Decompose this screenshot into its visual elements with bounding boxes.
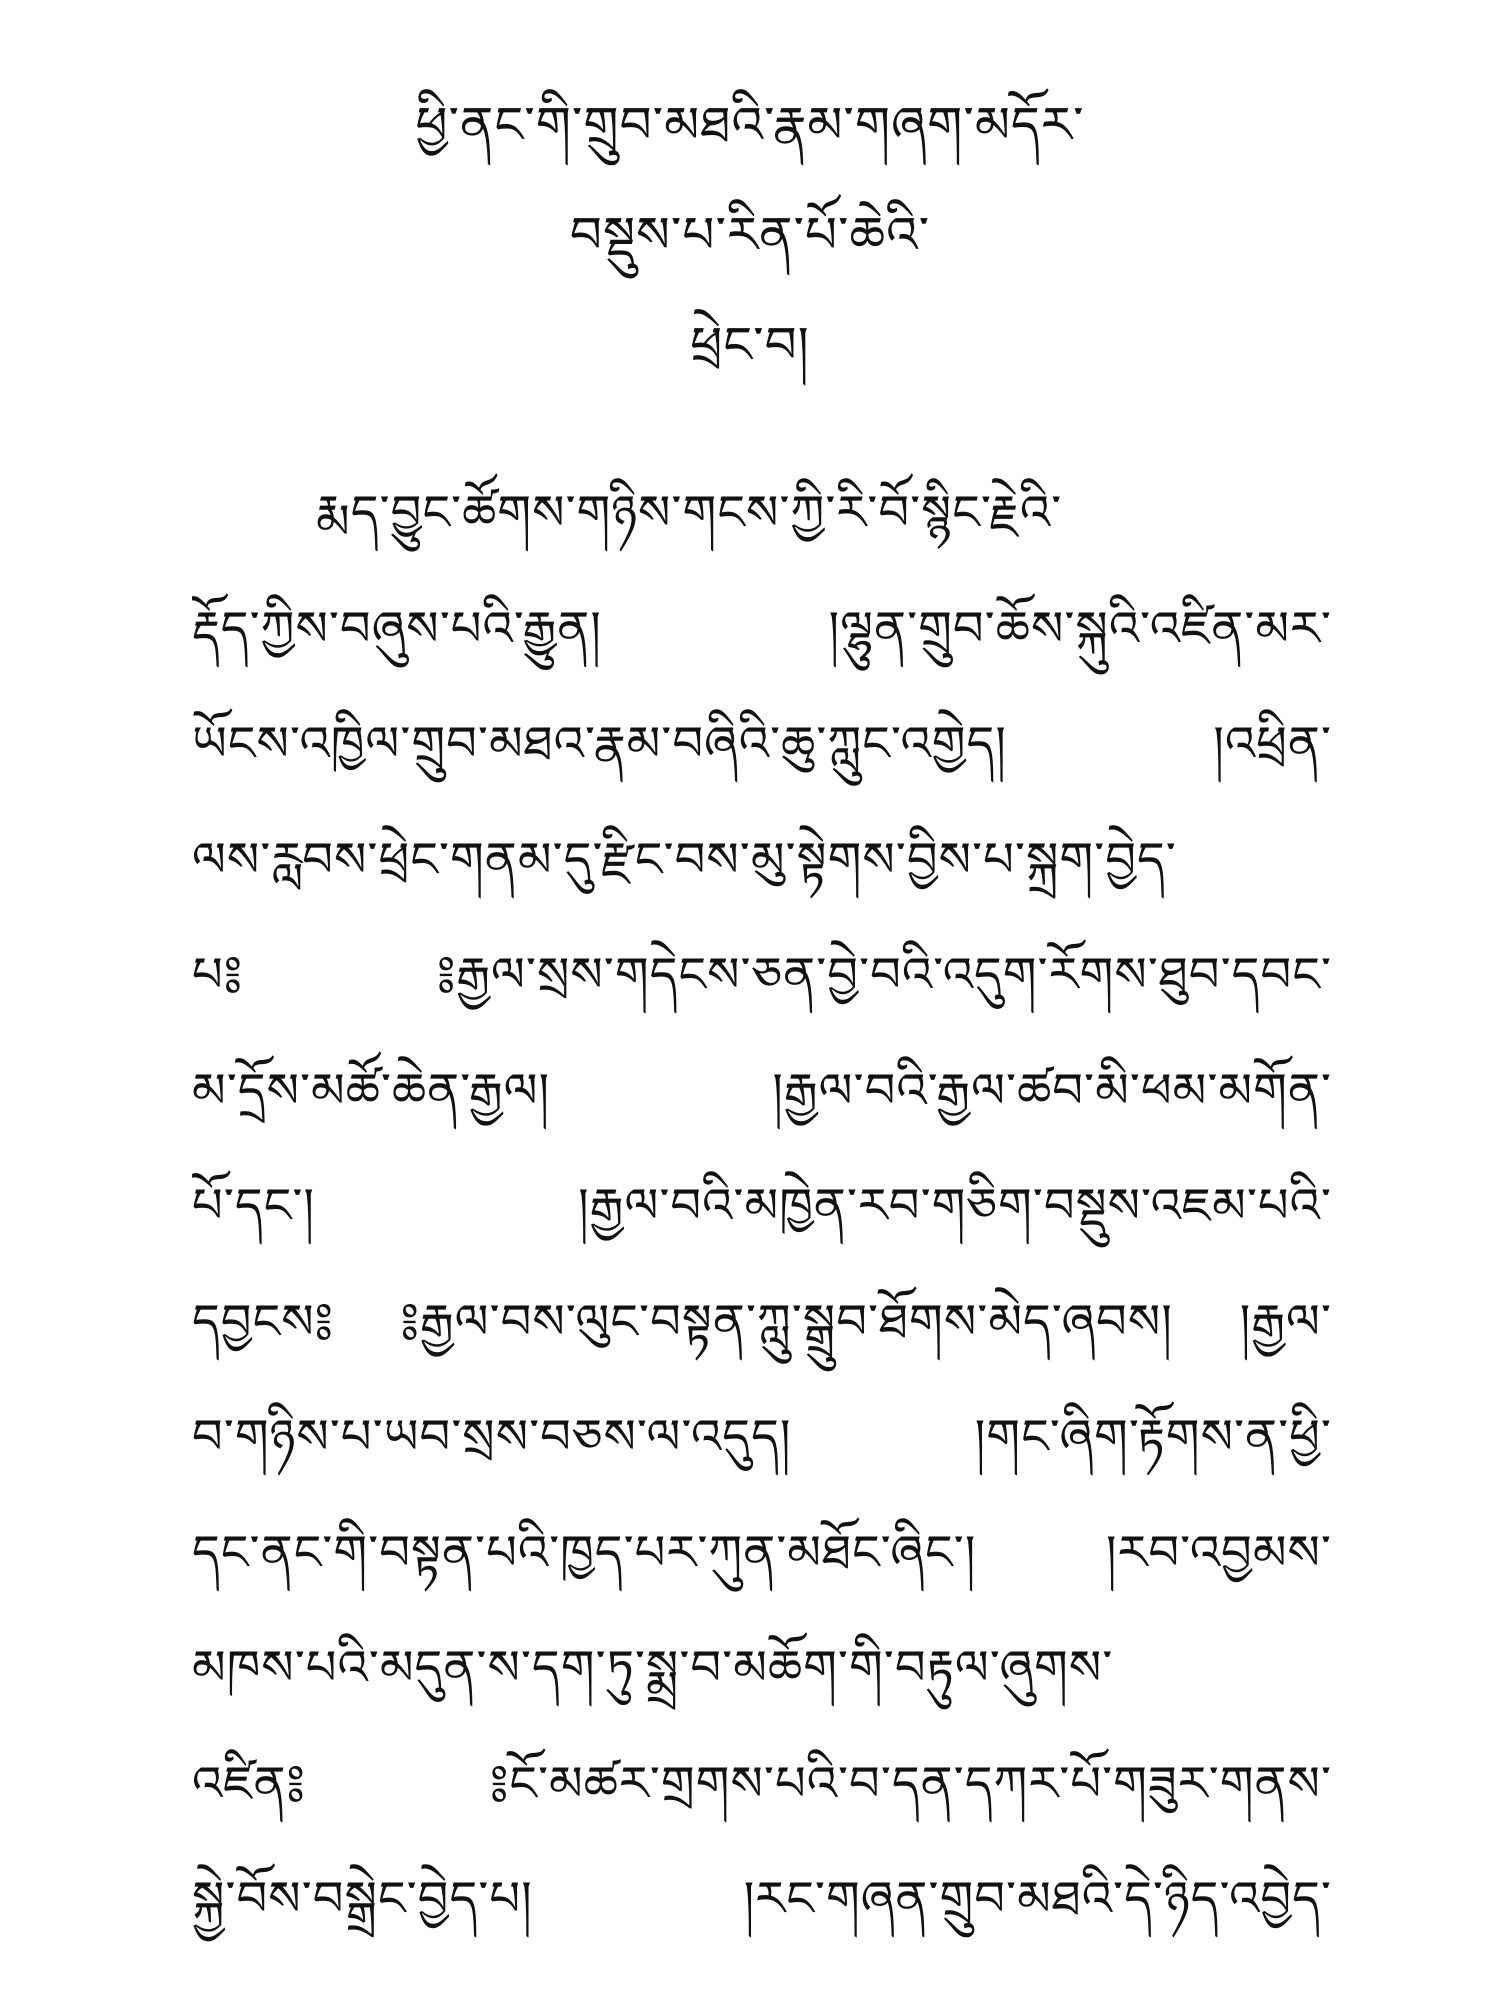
title-line-1: ཕྱི་ནང་གི་གྲུབ་མཐའི་རྣམ་གཞག་མདོར་ bbox=[415, 96, 1085, 154]
body-line-5: པ༔ ༔རྒྱལ་སྲས་གདེངས་ཅན་བྱེ་བའི་འདུག་རོགས་ཐུབ་དབང་ bbox=[192, 947, 1332, 1003]
document-title bbox=[0, 70, 1500, 400]
body-line-4: ལས་རླབས་ཕྲེང་གནམ་དུ་རྫིང་བས་མུ་སྟེགས་བྱིས་པ་སྐྲག་བྱེད་ bbox=[192, 831, 1177, 888]
title-line-3: ཕྲེང་བ། bbox=[690, 316, 810, 374]
title-line-2: བསྡུས་པ་རིན་པོ་ཆེའི་ bbox=[569, 206, 931, 264]
document-body bbox=[192, 468, 1332, 1970]
body-line-1: རྨད་བྱུང་ཚོགས་གཉིས་གངས་ཀྱི་རི་བོ་སྙིང་རྗེའི་ bbox=[316, 485, 1063, 541]
body-line-8: དབྱངས༔ ༔རྒྱལ་བས་ལུང་བསྟན་ཀླུ་སྒྲུབ་ཐོགས་མེད་ཞབས། །རྒྱལ་ bbox=[192, 1293, 1332, 1350]
body-line-13: སྐྱེ་བོས་བསྒྲེང་བྱེད་པ། །རང་གཞན་གྲུབ་མཐའི་དེ་ཉིད་འབྱེད་ bbox=[192, 1871, 1332, 1927]
body-line-2: རྡོད་ཀྱིས་བཞུས་པའི་རྒྱུན། །ལྷུན་གྲུབ་ཆོས་སྐུའི་འཛིན་མར་ bbox=[192, 600, 1332, 657]
body-line-3: ཡོངས་འཁྱིལ་གྲུབ་མཐའ་རྣམ་བཞིའི་ཆུ་ཀླུང་འགྱེད། །འཕྲིན་ bbox=[192, 716, 1332, 772]
body-line-6: མ་དྲོས་མཚོ་ཆེན་རྒྱལ། །རྒྱལ་བའི་རྒྱལ་ཚབ་མི་ཕམ་མགོན་ bbox=[192, 1062, 1332, 1119]
body-line-7: པོ་དང་། །རྒྱལ་བའི་མཁྱེན་རབ་གཅིག་བསྡུས་འཇམ་པའི་ bbox=[192, 1178, 1332, 1234]
body-line-11: མཁས་པའི་མདུན་ས་དག་ཏུ་སྨྲ་བ་མཆོག་གི་བརྟུལ་ཞུགས་ bbox=[192, 1640, 1114, 1696]
body-line-9: བ་གཉིས་པ་ཡབ་སྲས་བཅས་ལ་འདུད། །གང་ཞིག་རྟོགས་ན་ཕྱི་ bbox=[192, 1409, 1332, 1465]
body-line-10: དང་ནང་གི་བསྟན་པའི་ཁྱད་པར་ཀུན་མཐོང་ཞིང་། །རབ་འབྱམས་ bbox=[192, 1524, 1332, 1581]
body-line-12: འཛིན༔ ༔ངོ་མཚར་གྲགས་པའི་བ་དན་དཀར་པོ་གཟུར་གནས་ bbox=[192, 1755, 1332, 1812]
